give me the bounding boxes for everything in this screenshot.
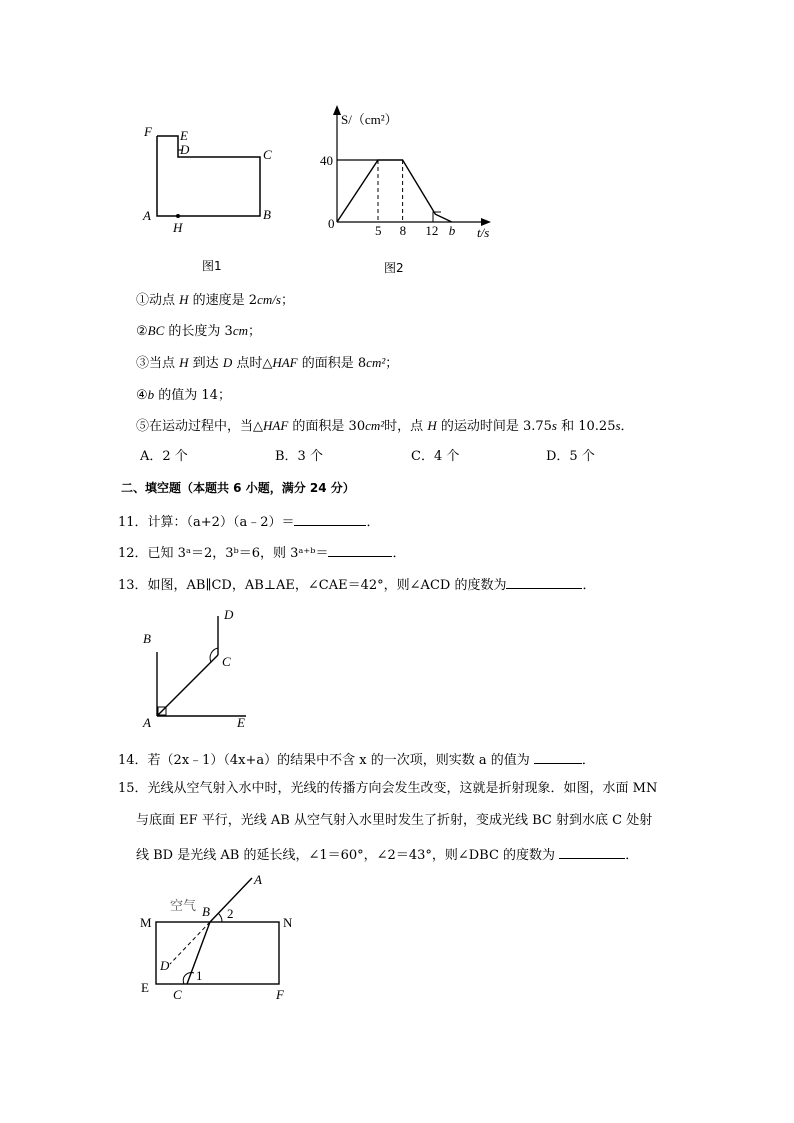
fig1-label-a: A: [143, 208, 151, 223]
statement-var: H: [179, 355, 189, 370]
fig15-label-n: N: [283, 915, 293, 930]
q14-answer-blank[interactable]: [534, 749, 582, 764]
statement-text: 的运动时间是 3.75: [436, 419, 552, 434]
fig13-label-a: A: [143, 715, 151, 730]
q14-text: 14．若（2x﹣1）（4x+a）的结果中不含 x 的一次项，则实数 a 的值为: [118, 753, 534, 768]
fig13-label-c: C: [222, 654, 231, 669]
fig1-label-f: F: [144, 124, 152, 139]
fig1-label-h: H: [173, 220, 183, 235]
fig15-angle-2-arc: [218, 913, 222, 922]
statement-text: 点时△: [232, 356, 273, 371]
fig1-label-b: B: [263, 207, 271, 222]
statement-text: 的速度是 2: [188, 293, 258, 308]
fig15-water-tank: [156, 922, 279, 984]
fig1-caption: 图1: [202, 259, 222, 273]
q13-text: 13．如图，AB∥CD，AB⊥AE，∠CAE＝42°，则∠ACD 的度数为: [118, 578, 507, 593]
q15-answer-blank[interactable]: [559, 844, 625, 859]
q14-end: ．: [581, 753, 595, 768]
q11-end: ．: [366, 515, 380, 530]
q12-end: ．: [392, 546, 406, 561]
statement-var: b: [147, 387, 155, 402]
fig15-label-1: 1: [196, 968, 203, 983]
q15-end: ．: [625, 848, 639, 863]
fig15-label-b: B: [202, 904, 210, 919]
fig15-label-c: C: [173, 987, 182, 1002]
statement-text: 的值为 14；: [154, 388, 231, 403]
statement-text: ；: [280, 293, 294, 308]
fig15-label-2: 2: [227, 906, 234, 921]
statement-num: ③: [136, 356, 150, 371]
fig13-label-e: E: [237, 715, 245, 730]
statement-num: ②: [136, 324, 148, 339]
fig2-y-axis-label: S/（cm²）: [341, 112, 398, 127]
statement-unit: cm²: [365, 418, 385, 433]
fig2-y-tick-40: 40: [320, 153, 333, 168]
fig2-origin: 0: [328, 216, 335, 231]
statement-var: HAF: [263, 418, 289, 433]
statement-text: 动点: [149, 293, 180, 308]
fig2-x-tick-5: 5: [375, 223, 382, 238]
q11-text: 11．计算：（a+2）（a﹣2）＝: [118, 515, 295, 530]
q15-line-3-text: 线 BD 是光线 AB 的延长线，∠1＝60°，∠2＝43°，则∠DBC 的度数为: [136, 848, 560, 863]
statement-text: 当点: [149, 356, 180, 371]
statement-num: ④: [136, 388, 148, 403]
q12-answer-blank[interactable]: [328, 542, 392, 557]
fig15-air-label: 空气: [170, 899, 197, 914]
option-a[interactable]: A．2 个: [140, 449, 188, 464]
statement-text: 的面积是 8: [297, 356, 367, 371]
fig13-label-b: B: [143, 631, 151, 646]
section-2-heading: 二、填空题（本题共 6 小题，满分 24 分）: [121, 481, 355, 495]
statement-var: H: [427, 418, 437, 433]
statement-var: H: [179, 292, 189, 307]
statement-text: 的长度为 3: [164, 324, 233, 339]
option-d[interactable]: D．5 个: [546, 449, 595, 464]
statement-text: 的面积是 30: [288, 419, 366, 434]
statement-num: ①: [136, 293, 150, 308]
question-15-line-2: 与底面 EF 平行，光线 AB 从空气射入水里时发生了折射，变成光线 BC 射到水底 C 处射: [136, 813, 653, 828]
fig15-label-d: D: [160, 958, 170, 973]
statement-unit: cm: [232, 323, 248, 338]
fig15-label-f: F: [276, 987, 284, 1002]
statement-num: ⑤: [136, 419, 150, 434]
statement-text: ；: [385, 356, 399, 371]
fig2-y-arrow: [333, 105, 341, 115]
fig1-label-e: E: [180, 128, 188, 143]
statement-text: 到达: [188, 356, 223, 371]
statement-unit: s: [551, 418, 557, 433]
statement-text: 在运动过程中，当△: [149, 419, 264, 434]
fig2-series-line: [337, 160, 452, 222]
option-c[interactable]: C．4 个: [411, 449, 460, 464]
statement-unit: cm²: [366, 355, 386, 370]
fig15-label-a: A: [254, 872, 262, 887]
question-15-line-1: 15．光线从空气射入水中时，光线的传播方向会发生改变，这就是折射现象．如图，水面 MN: [118, 781, 658, 796]
fig2-x-tick-12: 12: [425, 223, 439, 238]
statement-text: ；: [248, 324, 262, 339]
statement-text: ．: [620, 419, 634, 434]
statement-var: BC: [147, 323, 165, 338]
statement-text: 和 10.25: [556, 419, 616, 434]
q13-end: ．: [582, 578, 596, 593]
fig15-label-m: M: [140, 915, 152, 930]
option-b[interactable]: B．3 个: [275, 449, 323, 464]
fig2-x-tick-8: 8: [399, 223, 407, 238]
figure-15: [0, 0, 320, 1010]
fig1-label-d: D: [180, 142, 190, 157]
statement-var: HAF: [272, 355, 298, 370]
fig15-label-e: E: [141, 980, 149, 995]
q13-answer-blank[interactable]: [506, 574, 582, 589]
fig2-x-tick-b: b: [448, 223, 456, 238]
fig15-extension-bd: [170, 922, 210, 964]
q12-text: 12．已知 3ᵃ＝2，3ᵇ＝6，则 3ᵃ⁺ᵇ＝: [118, 546, 329, 561]
statement-unit: cm/s: [257, 292, 281, 307]
statement-var: D: [222, 355, 233, 370]
fig1-label-c: C: [263, 147, 272, 162]
fig2-x-axis-label: t/s: [477, 225, 490, 240]
statement-unit: s: [615, 418, 621, 433]
fig13-label-d: D: [224, 607, 234, 622]
statement-text: 时，点: [384, 419, 428, 434]
fig2-caption: 图2: [384, 261, 404, 275]
